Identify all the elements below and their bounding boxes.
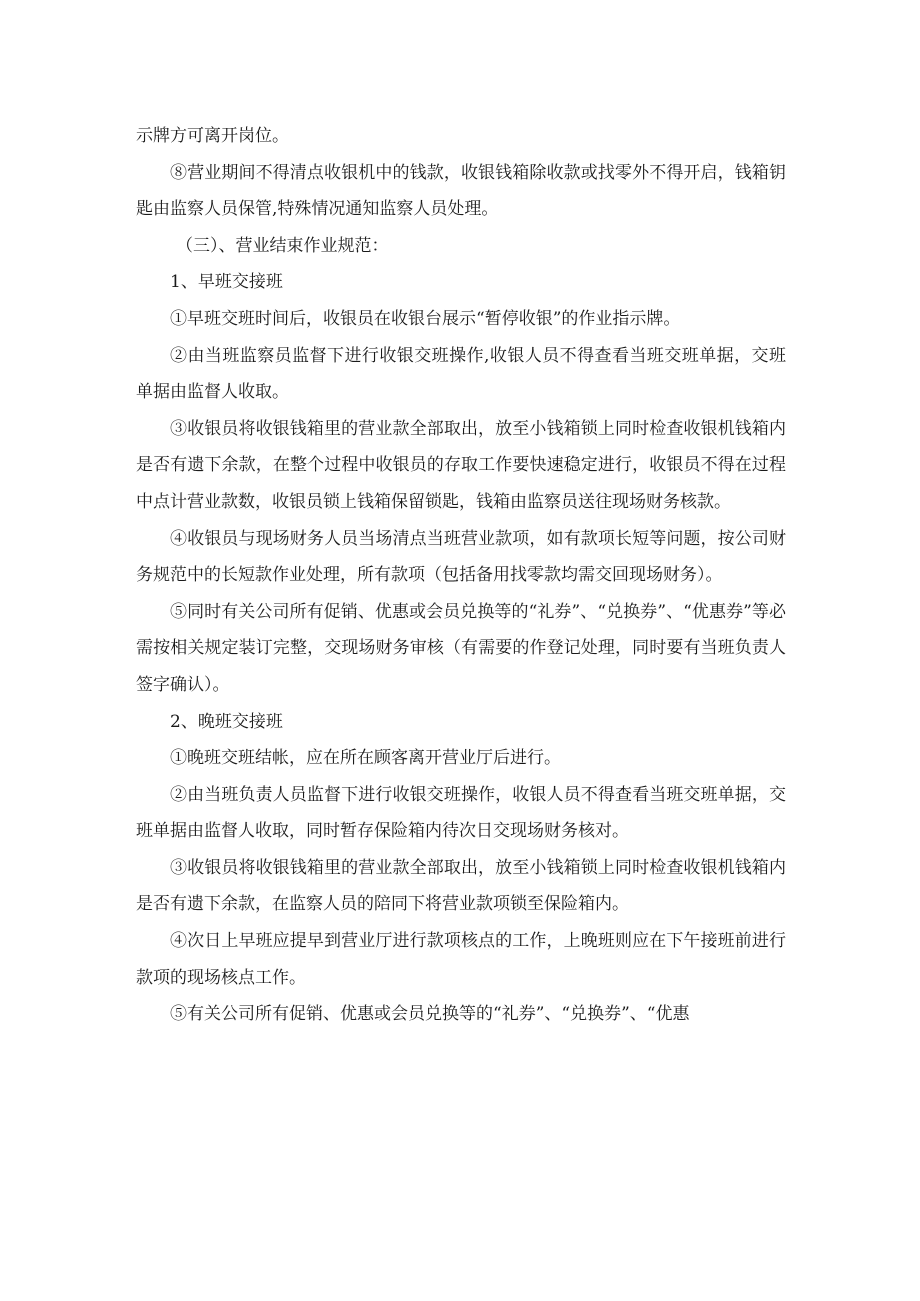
paragraph-continuation: 示牌方可离开岗位。 — [136, 126, 289, 146]
paragraph-evening-5: ⑤有关公司所有促销、优惠或会员兑换等的“礼券”、“兑换券”、“优惠 — [170, 1004, 690, 1025]
paragraph-evening-2: ②由当班负责人员监督下进行收银交班操作，收银人员不得查看当班交班单据，交班单据由监督人收取，同时暂存保险箱内待次日交现场财务核对。 — [136, 784, 786, 842]
paragraph-rule-8: ⑧营业期间不得清点收银机中的钱款，收银钱箱除收款或找零外不得开启，钱箱钥匙由监察人员保管,特殊情况通知监察人员处理。 — [136, 162, 786, 220]
document-body — [136, 118, 786, 1033]
paragraph-morning-2: ②由当班监察员监督下进行收银交班操作,收银人员不得查看当班交班单据，交班单据由监督人收取。 — [136, 345, 786, 403]
paragraph-morning-4: ④收银员与现场财务人员当场清点当班营业款项，如有款项长短等问题，按公司财务规范中的长短款作业处理，所有款项（包括备用找零款均需交回现场财务）。 — [136, 528, 786, 586]
subheading-evening-shift: 2、晚班交接班 — [170, 711, 283, 732]
paragraph-evening-3: ③收银员将收银钱箱里的营业款全部取出，放至小钱箱锁上同时检查收银机钱箱内是否有遗下余款，在监察人员的陪同下将营业款项锁至保险箱内。 — [136, 857, 786, 915]
paragraph-evening-1: ①晚班交班结帐，应在所在顾客离开营业厅后进行。 — [170, 748, 561, 769]
paragraph-morning-1: ①早班交班时间后，收银员在收银台展示“暂停收银”的作业指示牌。 — [170, 308, 681, 329]
paragraph-morning-3: ③收银员将收银钱箱里的营业款全部取出，放至小钱箱锁上同时检查收银机钱箱内是否有遗下余款，在整个过程中收银员的存取工作要快速稳定进行，收银员不得在过程中点计营业款数，收银员锁上钱箱保留锁匙，钱箱由监察员送往现场财务核款。 — [136, 418, 786, 512]
subheading-morning-shift: 1、早班交接班 — [170, 272, 283, 293]
paragraph-evening-4: ④次日上早班应提早到营业厅进行款项核点的工作，上晚班则应在下午接班前进行款项的现场核点工作。 — [136, 931, 786, 988]
section-heading-closing-procedures: （三）、营业结束作业规范： — [176, 235, 389, 256]
paragraph-morning-5: ⑤同时有关公司所有促销、优惠或会员兑换等的“礼券”、“兑换券”、“优惠券”等必需按相关规定装订完整，交现场财务审核（有需要的作登记处理，同时要有当班负责人签字确认）。 — [136, 601, 786, 695]
